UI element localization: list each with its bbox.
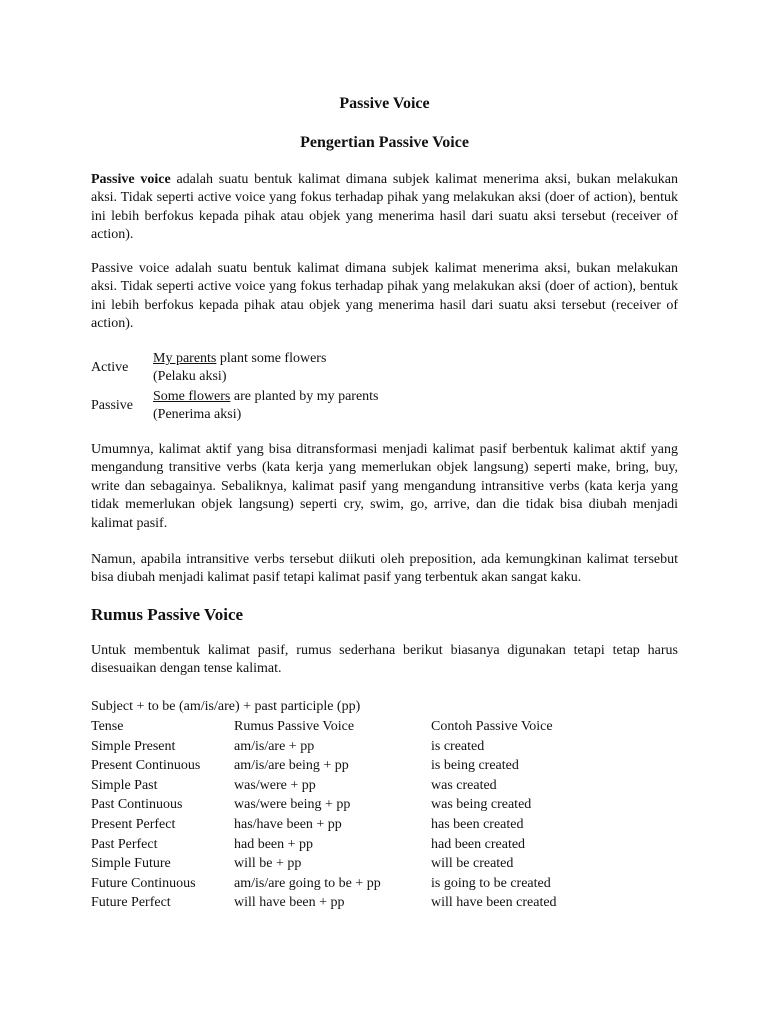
table-cell: is created <box>431 738 485 754</box>
table-cell: Simple Future <box>91 856 171 872</box>
example-subject: My parents <box>153 351 217 366</box>
table-cell: was created <box>431 777 497 793</box>
table-cell: Present Continuous <box>91 758 201 774</box>
table-cell: am/is/are going to be + pp <box>234 875 381 891</box>
table-cell: Past Continuous <box>91 797 183 813</box>
table-cell: had been + pp <box>234 836 314 852</box>
table-body <box>91 737 676 913</box>
table-cell: was being created <box>431 797 532 813</box>
table-cell: am/is/are being + pp <box>234 758 349 774</box>
table-cell: Present Perfect <box>91 816 176 832</box>
table-cell: am/is/are + pp <box>234 738 315 754</box>
column-header: Rumus Passive Voice <box>234 719 355 734</box>
table-cell: Future Continuous <box>91 875 196 891</box>
table-cell: Future Perfect <box>91 895 171 911</box>
table-row <box>91 893 676 913</box>
paragraph-text: adalah suatu bentuk kalimat dimana subjek kalimat menerima aksi, bukan melakukan aksi. Tidak seperti active voice yang fokus terhadap pihak yang melakukan aksi (doer of action), bentuk ini lebih berfokus kepada pihak atau objek yang menerima hasil dari suatu aksi tersebut (receiver of action). <box>91 172 679 243</box>
example-sentence <box>153 388 673 406</box>
table-row <box>91 776 676 796</box>
table-row <box>91 874 676 894</box>
table-row <box>91 756 676 776</box>
column-header: Tense <box>91 719 124 734</box>
table-cell: is going to be created <box>431 875 551 891</box>
formula-line: Subject + to be (am/is/are) + past participle (pp) <box>91 699 361 714</box>
table-cell: will be created <box>431 856 514 872</box>
paragraph-definition <box>91 171 678 245</box>
table-header-row <box>91 717 676 737</box>
example-note: (Penerima aksi) <box>153 407 242 423</box>
table-row <box>91 835 676 855</box>
table-cell: Simple Past <box>91 777 158 793</box>
paragraph-definition-repeat: Passive voice adalah suatu bentuk kalimat dimana subjek kalimat menerima aksi, bukan melakukan aksi. Tidak seperti active voice yang fokus terhadap pihak yang melakukan aksi (doer of action), bentuk ini lebih berfokus kepada pihak atau objek yang menerima hasil dari suatu aksi tersebut (receiver of action). <box>91 261 678 332</box>
table-cell: Past Perfect <box>91 836 158 852</box>
table-cell: will be + pp <box>234 856 302 872</box>
paragraph-formula-intro: Untuk membentuk kalimat pasif, rumus sederhana berikut biasanya digunakan tetapi tetap harus disesuaikan dengan tense kalimat. <box>91 643 678 677</box>
table-cell: Simple Present <box>91 738 176 754</box>
example-rest: plant some flowers <box>216 351 327 366</box>
table-cell: was/were being + pp <box>234 797 351 813</box>
table-row <box>91 737 676 757</box>
table-cell: had been created <box>431 836 526 852</box>
column-header: Contoh Passive Voice <box>431 719 553 734</box>
table-cell: will have been + pp <box>234 895 345 911</box>
bold-term: Passive voice <box>91 172 171 187</box>
paragraph-transitive: Umumnya, kalimat aktif yang bisa ditransformasi menjadi kalimat pasif berbentuk kalimat aktif yang mengandung transitive verbs (kata kerja yang memerlukan objek langsung) seperti make, bring, buy, write dan sebagainya. Sebaliknya, kalimat pasif yang mengandung intransitive verbs (kata kerja yang tidak memerlukan objek langsung) seperti cry, swim, go, arrive, dan die tidak bisa diubah menjadi kalimat pasif. <box>91 442 678 531</box>
table-row <box>91 815 676 835</box>
table-cell: was/were + pp <box>234 777 316 793</box>
example-note: (Pelaku aksi) <box>153 369 227 385</box>
section-heading: Rumus Passive Voice <box>91 605 244 624</box>
example-label: Passive <box>91 398 133 413</box>
table-cell: has/have been + pp <box>234 816 342 832</box>
section-title: Pengertian Passive Voice <box>300 134 469 151</box>
paragraph-intransitive: Namun, apabila intransitive verbs tersebut diikuti oleh preposition, ada kemungkinan kalimat tersebut bisa diubah menjadi kalimat pasif tetapi kalimat pasif yang terbentuk akan sangat kaku. <box>91 552 678 586</box>
example-rest: are planted by my parents <box>230 389 379 404</box>
table-row <box>91 795 676 815</box>
example-sentence <box>153 350 673 368</box>
table-cell: is being created <box>431 758 519 774</box>
tense-table <box>91 717 676 913</box>
example-label: Active <box>91 360 129 375</box>
table-cell: will have been created <box>431 895 557 911</box>
table-cell: has been created <box>431 816 524 832</box>
table-row <box>91 854 676 874</box>
page-title: Passive Voice <box>339 95 430 112</box>
example-subject: Some flowers <box>153 389 231 404</box>
